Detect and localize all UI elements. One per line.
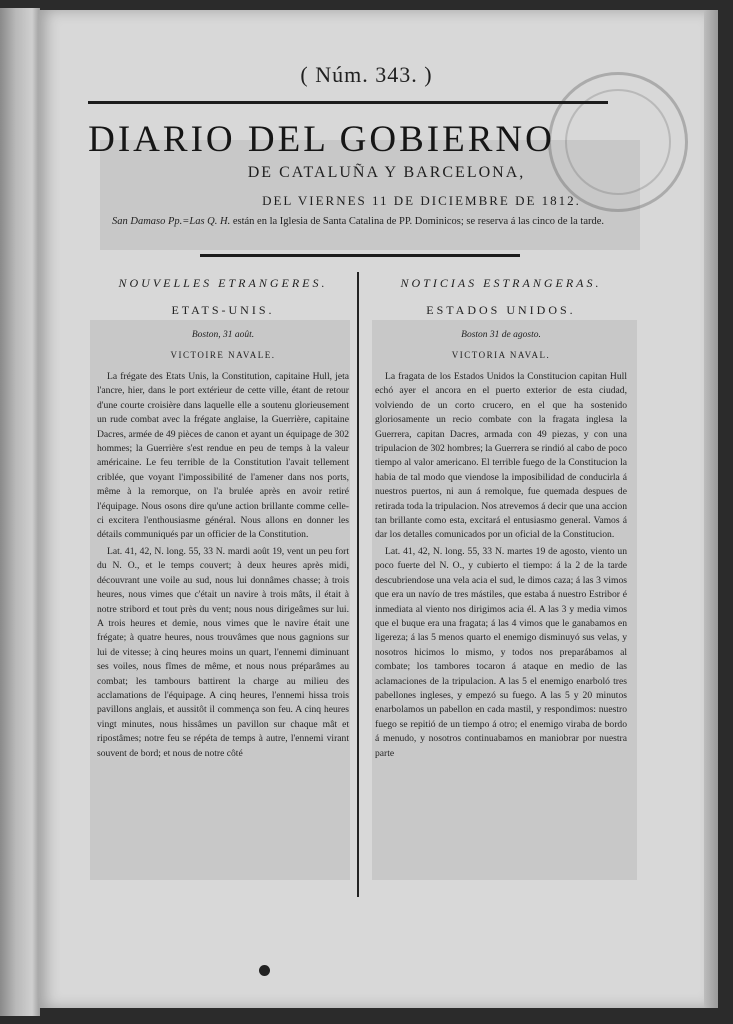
article-body-es	[375, 370, 627, 761]
country-heading-es: ESTADOS UNIDOS.	[426, 303, 576, 317]
section-heading-es: NOTICIAS ESTRANGERAS.	[400, 276, 602, 290]
top-rule	[88, 101, 608, 104]
headline-es: VICTORIA NAVAL.	[451, 350, 551, 360]
section-heading-fr: NOUVELLES ETRANGERES.	[118, 276, 328, 290]
paragraph: Lat. 41, 42, N. long. 55, 33 N. mardi août 19, vent un peu fort du N. O., et le temps couvert; à deux heures après midi, découvrant une voile au sud, nous lui donnâmes chasse; à trois heures, nous vimes que c'était un navire à trois mâts, il était à notre stribord et tout près du vent; nous nous dirigeâmes sur lui. A trois heures et demie, nous vimes que le navire était une frégate; à quatre heures, nous trouvâmes que nous gagnions sur lui de vitesse; à cinq heures moins un quart, l'ennemi diminuant ses voiles, nous fîmes de même, et nous nous préparâmes au combat; les tambours battirent la charge au milieu des acclamations de l'équipage. A cinq heures, l'ennemi hissa trois pavillons anglais, et aussitôt il commença son feu. A cinq heures vingt minutes, nous hissâmes un pavillon sur chaque mât et ripostâmes; notre feu se répéta de temps à autre, l'ennemi virant souvent de bord; et nous de notre côté	[97, 545, 349, 759]
ink-spot	[259, 965, 270, 976]
dateline-es: Boston 31 de agosto.	[461, 330, 541, 340]
article-body-fr	[97, 370, 349, 761]
column-divider	[357, 272, 359, 897]
headline-fr: VICTOIRE NAVALE.	[170, 350, 276, 360]
spanish-column	[375, 276, 627, 763]
masthead-title: DIARIO DEL GOBIERNO	[88, 119, 555, 160]
issue-number: ( Núm. 343. )	[300, 62, 433, 87]
header-divider	[200, 254, 520, 257]
saint-of-day-notice	[112, 215, 624, 229]
paragraph: La fragata de los Estados Unidos la Constitucion capitan Hull echó ayer el ancora en el puerto exterior de esta ciudad, volviendo de un corto crucero, en el que ha sostenido gloriosamente un recio combate con la fragata inglesa la Guerrera, capitan Dacres, armada con 49 piezas, y con una tripulacion de 302 hombres; la Guerrera se rindió al cabo de poco tiempo al valor americano. El terrible fuego de la Constitucion la habia de tal modo que viendose la imposibilidad de conducirla á nuestros puertos, ni aun á remolque, fue quemada despues de retirada toda la tripulacion. Nos atrevemos á decir que una accion tan brillante como esta, excitará el entusiasmo general. Vamos á dar los detalles comunicados por un oficial de la Constitucion.	[375, 371, 627, 541]
saint-text: están en la Iglesia de Santa Catalina de PP. Dominicos; se reserva á las cinco de la tarde.	[230, 216, 605, 227]
issue-date: DEL VIERNES 11 DE DICIEMBRE DE 1812.	[262, 193, 581, 208]
dateline-fr: Boston, 31 août.	[191, 330, 255, 340]
country-heading-fr: ETATS-UNIS.	[171, 303, 275, 317]
saint-prefix: San Damaso Pp.=Las Q. H.	[112, 216, 231, 227]
masthead-subtitle: DE CATALUÑA Y BARCELONA,	[247, 164, 526, 181]
paragraph: Lat. 41, 42, N. long. 55, 33 N. martes 19 de agosto, viento un poco fuerte del N. O., y cubierto el tiempo: á la 2 de la tarde descubriendose una vela acia el sud, le dimos caza; á las 3 vimos que era un navío de tres mástiles, que estaba á nuestro Estribor é inmediata al viento nos dirigimos acia él. A las 3 y media vimos que el buque era una fragata; á las 4 vimos que le ganabamos en ligereza; á las 5 menos quarto el enemigo disminuyó sus velas, y nosotros hicimos lo mismo, y todos nos preparábamos al combate; los tambores tocaron á ataque en medio de las aclamaciones de la tripulacion. A las 5 el enemigo enarboló tres pabellones ingleses, y empezó su fuego. A las 5 y 20 minutos enarbolamos un pabellon en cada mastil, y respondimos: nuestro fuego se repitió de un tiempo á otro; el enemigo viraba de bordo á menudo, y nosotros continuabamos en maniobrar por nuestra parte	[375, 545, 627, 759]
french-column	[97, 276, 349, 763]
paragraph: La frégate des Etats Unis, la Constitution, capitaine Hull, jeta l'ancre, hier, dans le port extérieur de cette ville, étant de retour d'une courte croisière dans laquelle elle a soutenu glorieusement un rude combat avec la frégate anglaise, la Guerrière, capitaine Dacres, armée de 49 pièces de canon et ayant un équipage de 302 hommes; la Guerrière s'est rendue en peu de temps à la valeur américaine. Le feu terrible de la Constitution l'avait tellement criblée, que voyant l'impossibilité de l'amener dans nos ports, même à la remorque, on l'a brulée après en avoir retiré l'équipage. Nous osons dire qu'une action brillante comme celle-ci excitera l'enthousiasme général. Nous allons en donner les détails communiqués par un officier de la Constitution.	[97, 371, 349, 541]
